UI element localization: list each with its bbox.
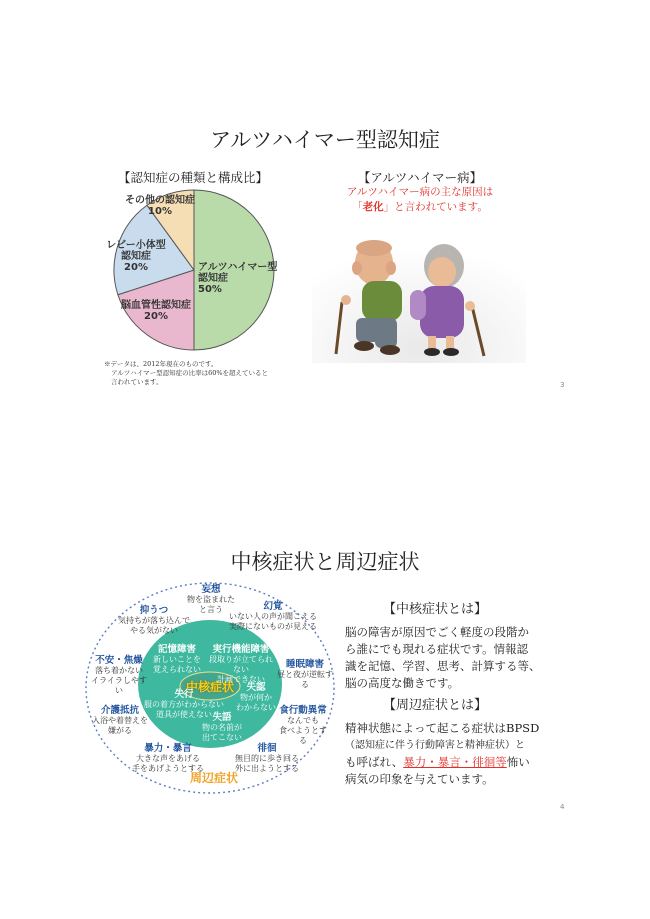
chart-heading: 【認知症の種類と構成比】 xyxy=(117,170,268,185)
data-note: ※データは、2012年現在のものです。 アルツハイマー型認知症の比率は60%を超えていると 言われています。 xyxy=(104,360,269,386)
elderly-couple-illustration xyxy=(312,218,526,363)
slide2-title: 中核症状と周辺症状 xyxy=(230,550,420,574)
peripheral-symptom-label: 周辺症状 xyxy=(190,771,239,785)
core-description: 脳の障害が原因でごく軽度の段階か ら誰にでも現れる症状です。情報認 識を記憶、学習、思考、計算する等、 脳の高度な働きです。 xyxy=(345,625,541,690)
core-heading: 【中核症状とは】 xyxy=(382,602,487,617)
outer-item-delusion: 妄想 物を盗まれた と言う xyxy=(187,584,235,614)
outer-item-eating: 食行動異常 なんでも 食べようとする xyxy=(279,705,327,745)
core-item-agnosia: 失認 物が何か わからない xyxy=(236,682,276,712)
peripheral-heading: 【周辺症状とは】 xyxy=(382,698,487,713)
outer-item-sleep: 睡眠障害 昼と夜が逆転する xyxy=(277,659,333,689)
outer-item-wandering: 徘徊 無目的に歩き回る 外に出ようとする xyxy=(235,743,299,773)
core-symptom-label: 中核症状 xyxy=(186,680,235,694)
slide1-title: アルツハイマー型認知症 xyxy=(210,128,440,152)
pie-label-alzheimer: アルツハイマー型 認知症 50% xyxy=(198,262,278,295)
core-item-apraxia: 失行 服の着方がわからない 道具が使えない xyxy=(144,689,224,719)
outer-item-violence: 暴力・暴言 大きな声をあげる 手をあげようとする xyxy=(132,743,204,773)
alzheimer-heading: 【アルツハイマー病】 xyxy=(357,170,483,185)
pie-label-other: その他の認知症 10% xyxy=(125,195,195,217)
cause-line-1: アルツハイマー病の主な原因は xyxy=(346,186,494,198)
violence-highlight: 暴力・暴言・徘徊等 xyxy=(403,755,507,769)
outer-item-resistance: 介護抵抗 入浴や着替えを 嫌がる xyxy=(92,705,148,735)
cause-line-2: 「老化」と言われています。 xyxy=(352,201,488,213)
outer-item-hallucination: 幻覚 いない人の声が聞こえる 実際にないものが見える xyxy=(229,601,317,631)
pie-label-vascular: 脳血管性認知症 20% xyxy=(121,300,191,322)
core-item-aphasia: 失語 物の名前が 出てこない xyxy=(202,712,242,742)
page-number-4: 4 xyxy=(560,803,565,811)
outer-item-anxiety: 不安・焦燥 落ち着かない イライラしやすい xyxy=(91,655,147,695)
page-number-3: 3 xyxy=(560,381,565,389)
core-item-executive: 実行機能障害 段取りが立てられない 計画できない xyxy=(209,644,273,684)
core-item-memory: 記憶障害 新しいことを 覚えられない xyxy=(153,644,201,674)
peripheral-description: 精神状態によって起こる症状はBPSD （認知症に伴う行動障害と精神症状）と も呼ばれ、暴力・暴言・徘徊等怖い 病気の印象を与えています。 xyxy=(345,721,540,786)
pie-label-lewy: レビー小体型 認知症 20% xyxy=(106,240,166,273)
outer-item-depression: 抑うつ 気持ちが落ち込んで やる気がない xyxy=(118,605,190,635)
